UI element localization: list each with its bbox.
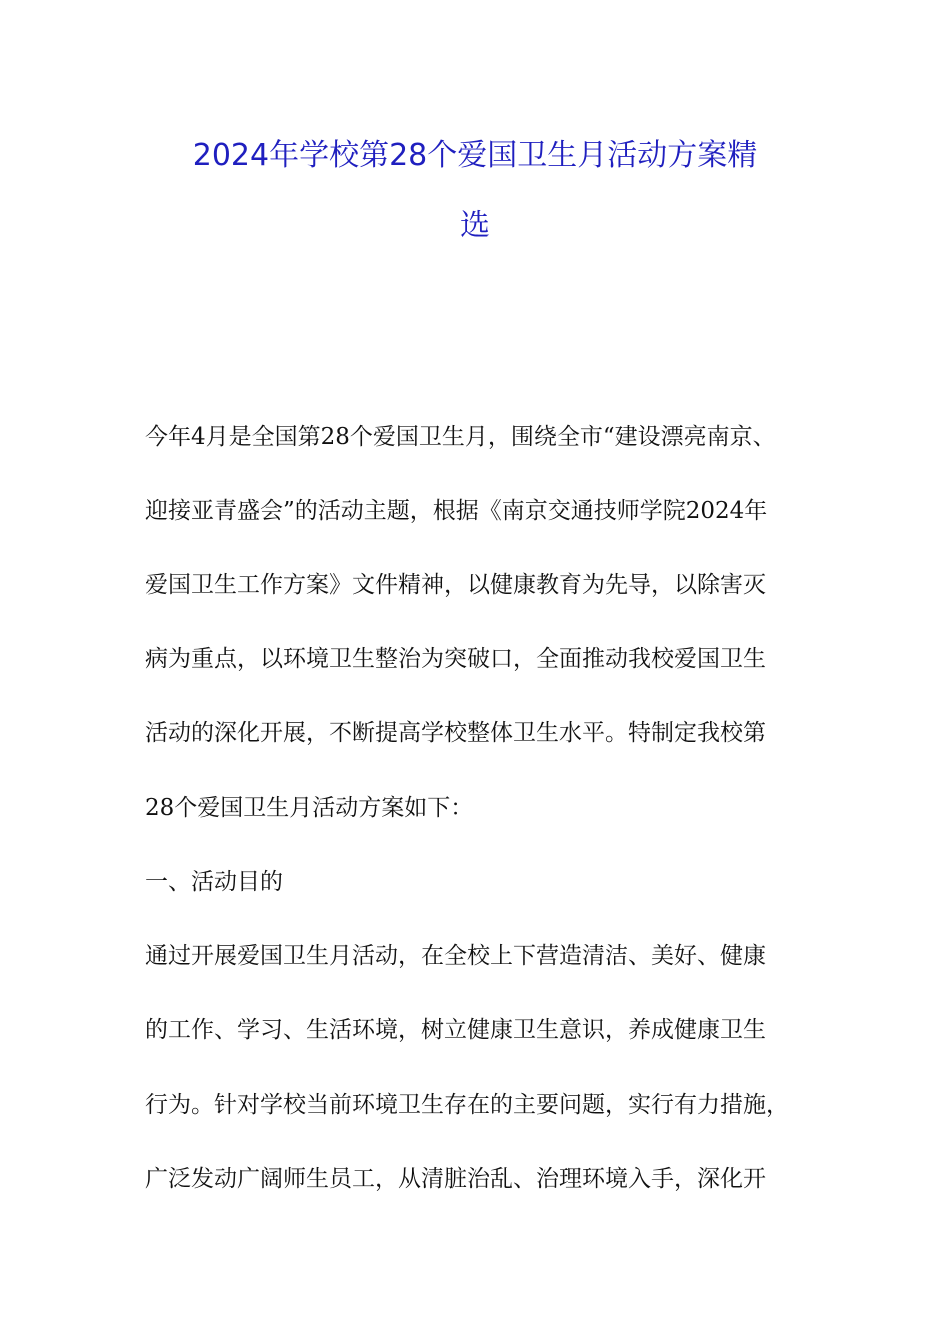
paragraph-line: 广泛发动广阔师生员工，从清脏治乱、治理环境入手，深化开	[145, 1166, 766, 1192]
document-title-line-1: 2024年学校第28个爱国卫生月活动方案精	[192, 138, 758, 173]
paragraph-line: 爱国卫生工作方案》文件精神，以健康教育为先导，以除害灭	[145, 572, 766, 598]
paragraph-line: 迎接亚青盛会”的活动主题，根据《南京交通技师学院2024年	[145, 498, 768, 524]
paragraph-line: 今年4月是全国第28个爱国卫生月，围绕全市“建设漂亮南京、	[145, 424, 776, 450]
paragraph-line: 28个爱国卫生月活动方案如下：	[145, 795, 474, 821]
paragraph-line: 行为。针对学校当前环境卫生存在的主要问题，实行有力措施，	[145, 1092, 789, 1118]
paragraph-line: 病为重点，以环境卫生整治为突破口，全面推动我校爱国卫生	[145, 646, 766, 672]
paragraph-line: 的工作、学习、生活环境，树立健康卫生意识，养成健康卫生	[145, 1017, 766, 1043]
section-heading: 一、活动目的	[145, 869, 283, 895]
paragraph-line: 通过开展爱国卫生月活动，在全校上下营造清洁、美好、健康	[145, 943, 766, 969]
paragraph-line: 活动的深化开展，不断提高学校整体卫生水平。特制定我校第	[145, 720, 766, 746]
document-title-line-2: 选	[460, 208, 490, 243]
